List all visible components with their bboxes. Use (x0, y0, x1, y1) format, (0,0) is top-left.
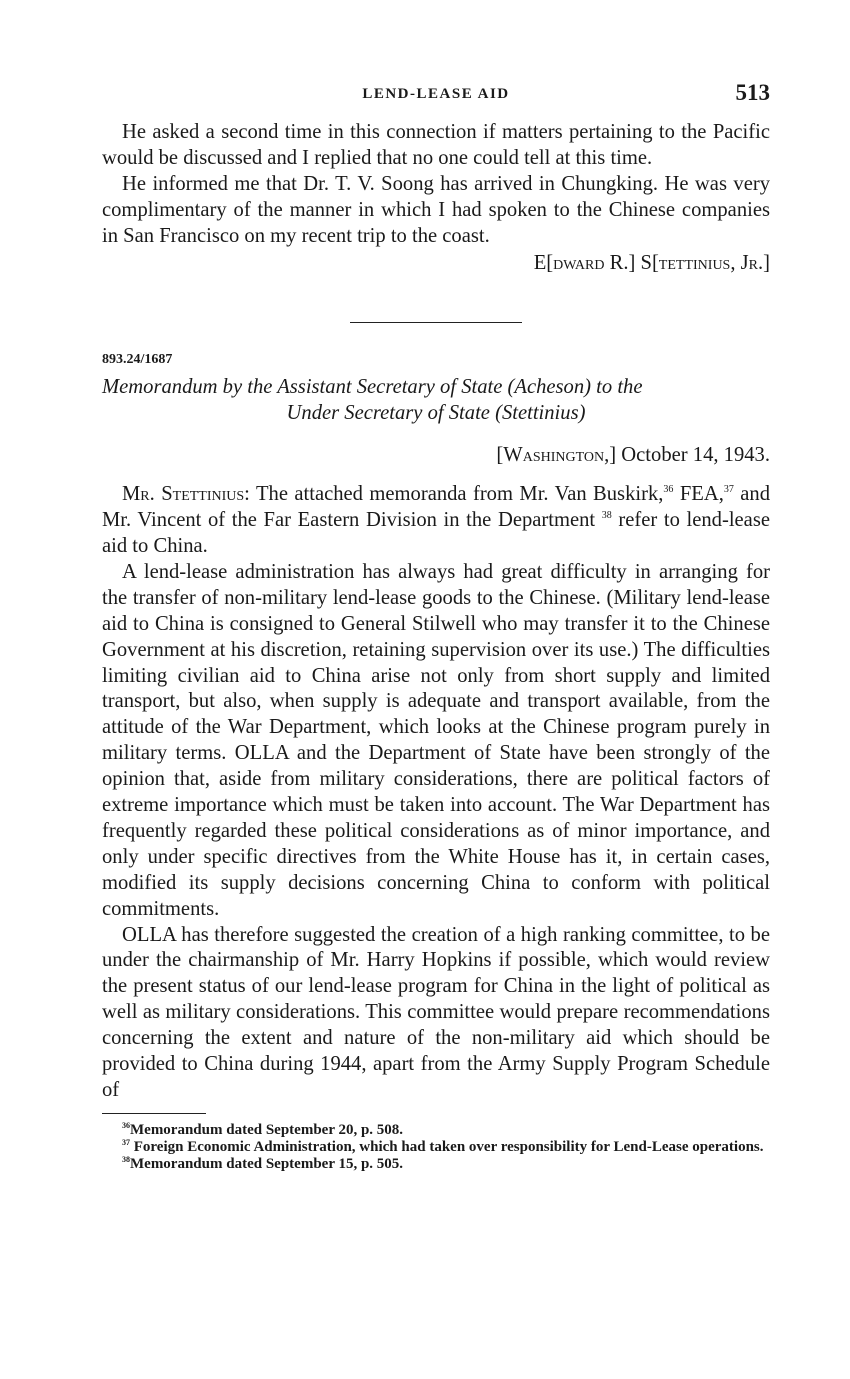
footnote-text-36: Memorandum dated September 20, p. 508. (130, 1121, 404, 1138)
section-divider (350, 322, 522, 323)
carryover-paragraph-2: He informed me that Dr. T. V. Soong has arrived in Chungking. He was very complimentary of the manner in which I had spoken to the Chinese companies in San Francisco on my recent trip to the coast. (102, 172, 770, 247)
signature: E[dward R.] S[tettinius, Jr.] (533, 251, 770, 274)
dateline (102, 443, 770, 469)
document-title (102, 375, 770, 427)
document-title-line-1: Memorandum by the Assistant Secretary of State (Acheson) to the (102, 376, 643, 399)
memo-paragraph-1-d: refer to lend-lease aid to China. (102, 509, 770, 557)
salutation: Mr. Stettinius: (122, 483, 250, 506)
footnote-mark-37: 37 (122, 1137, 130, 1147)
carryover-paragraph-1: He asked a second time in this connection if matters pertaining to the Pacific would be discussed and I replied that no one could tell at this time. (102, 121, 770, 169)
document-page (102, 80, 770, 1173)
file-number: 893.24/1687 (102, 352, 173, 368)
footnote-mark-38: 38 (122, 1154, 130, 1164)
footnote-38 (102, 1156, 770, 1173)
dateline-date: October 14, 1943. (621, 444, 770, 467)
memo-paragraph-3: OLLA has therefore suggested the creation of a high ranking committee, to be under the chairmanship of Mr. Harry Hopkins if possible, which would review the present status of our lend-lease program for China in the light of political as well as military considerations. This committee would prepare recommendations concerning the extent and nature of the non-military aid which should be provided to China during 1944, apart from the Army Supply Program Schedule of (102, 923, 770, 1101)
footnote-ref-37: 37 (723, 484, 734, 496)
footnote-ref-38: 38 (601, 510, 612, 522)
footnote-divider (102, 1113, 206, 1114)
footnote-mark-36: 36 (122, 1120, 130, 1130)
page-number: 513 (735, 80, 770, 105)
page-header (102, 80, 770, 120)
footnote-text-38: Memorandum dated September 15, p. 505. (130, 1155, 404, 1172)
footnote-ref-36: 36 (663, 484, 674, 496)
footnote-text-37: Foreign Economic Administration, which had taken over responsibility for Lend-Lease operations. (133, 1138, 764, 1155)
dateline-place: [Washington,] (496, 444, 617, 467)
memo-paragraph-2: A lend-lease administration has always had great difficulty in arranging for the transfer of non-military lend-lease goods to the Chinese. (Military lend-lease aid to China is consigned to General Stilwell who may transfer it to the Chinese Government at his discretion, retaining supervision over its use.) The difficulties limiting civilian aid to China arise not only from short supply and limited transport, but also, when supply is adequate and transport available, from the attitude of the War Department, which looks at the Chinese program purely in military terms. OLLA and the Department of State have been strongly of the opinion that, aside from military considerations, there are political factors of extreme importance which must be taken into account. The War Department has frequently regarded these political considerations as of minor importance, and only under specific directives from the White House has it, in certain cases, modified its supply decisions concerning China to conform with political commitments. (102, 560, 770, 920)
footnote-37 (102, 1139, 770, 1156)
memo-paragraph-1-c: and Mr. Vincent of the Far Eastern Division in the Department (102, 483, 771, 532)
memo-paragraph-1-a: The attached memoranda from Mr. Van Buskirk, (255, 483, 664, 506)
document-title-line-2: Under Secretary of State (Stettinius) (286, 402, 586, 425)
footnote-36 (102, 1122, 770, 1139)
memo-paragraph-1-b: FEA, (679, 483, 724, 506)
memo-paragraph-1 (102, 482, 770, 560)
running-head: LEND-LEASE AID (362, 86, 510, 102)
